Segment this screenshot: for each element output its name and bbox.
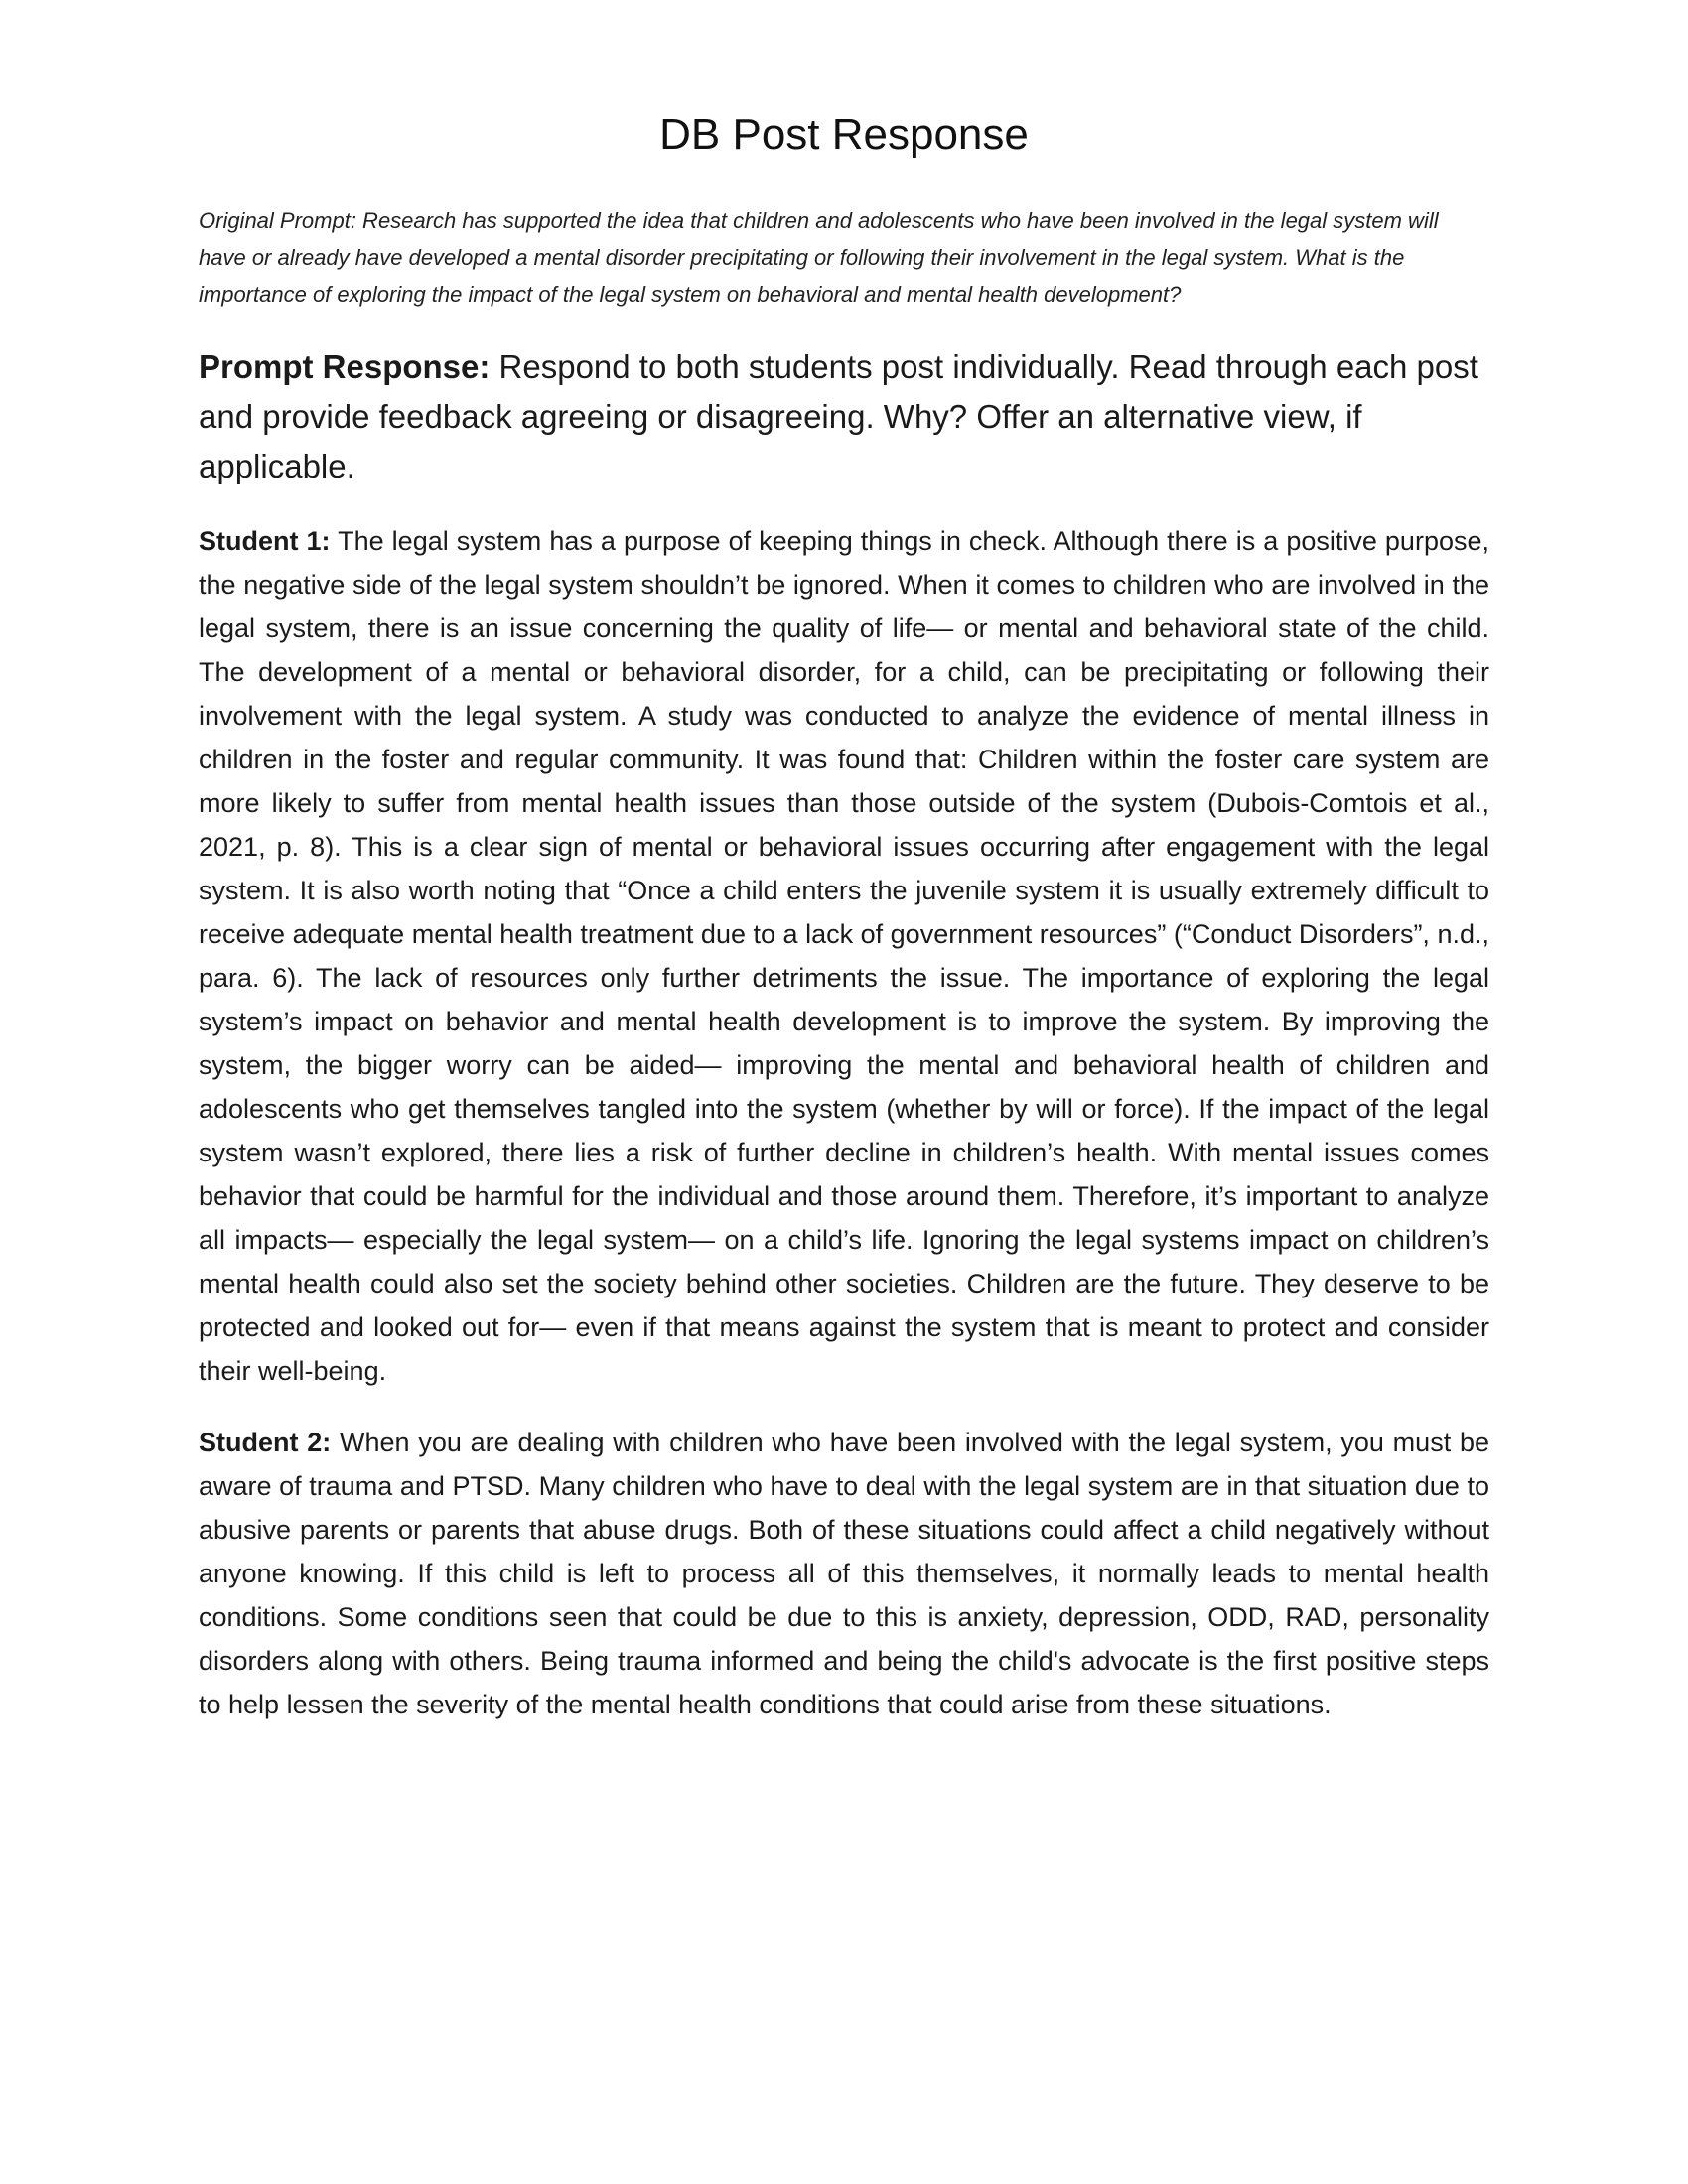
prompt-response <box>199 342 1489 491</box>
student-2-label: Student 2: <box>199 1428 332 1457</box>
student-1-label: Student 1: <box>199 526 331 556</box>
prompt-response-text: Respond to both students post individually. Read through each post and provide feedback agreeing or disagreeing. Why? Offer an alternative view, if applicable. <box>199 348 1478 484</box>
document-page <box>199 0 1489 1726</box>
student-2-text: When you are dealing with children who have been involved with the legal system, you must be aware of trauma and PTSD. Many children who have to deal with the legal system are in that situation due to abusive parents or parents that abuse drugs. Both of these situations could affect a child negatively without anyone knowing. If this child is left to process all of this themselves, it normally leads to mental health conditions. Some conditions seen that could be due to this is anxiety, depression, ODD, RAD, personality disorders along with others. Being trauma informed and being the child's advocate is the first positive steps to help lessen the severity of the mental health conditions that could arise from these situations. <box>199 1428 1489 1719</box>
student-2-post <box>199 1421 1489 1726</box>
document-title: DB Post Response <box>659 110 1029 159</box>
student-1-text: The legal system has a purpose of keeping things in check. Although there is a positive purpose, the negative side of the legal system shouldn’t be ignored. When it comes to children who are involved in the legal system, there is an issue concerning the quality of life— or mental and behavioral state of the child. The development of a mental or behavioral disorder, for a child, can be precipitating or following their involvement with the legal system. A study was conducted to analyze the evidence of mental illness in children in the foster and regular community. It was found that: Children within the foster care system are more likely to suffer from mental health issues than those outside of the system (Dubois-Comtois et al., 2021, p. 8). This is a clear sign of mental or behavioral issues occurring after engagement with the legal system. It is also worth noting that “Once a child enters the juvenile system it is usually extremely difficult to receive adequate mental health treatment due to a lack of government resources” (“Conduct Disorders”, n.d., para. 6). The lack of resources only further detriments the issue. The importance of exploring the legal system’s impact on behavior and mental health development is to improve the system. By improving the system, the bigger worry can be aided— improving the mental and behavioral health of children and adolescents who get themselves tangled into the system (whether by will or force). If the impact of the legal system wasn’t explored, there lies a risk of further decline in children’s health. With mental issues comes behavior that could be harmful for the individual and those around them. Therefore, it’s important to analyze all impacts— especially the legal system— on a child’s life. Ignoring the legal systems impact on children’s mental health could also set the society behind other societies. Children are the future. They deserve to be protected and looked out for— even if that means against the system that is meant to protect and consider their well-being. <box>199 526 1489 1386</box>
prompt-response-label: Prompt Response: <box>199 348 491 385</box>
student-1-post <box>199 519 1489 1393</box>
original-prompt: Original Prompt: Research has supported the idea that children and adolescents who have been involved in the legal system will have or already have developed a mental disorder precipitating or following their involvement in the legal system. What is the importance of exploring the impact of the legal system on behavioral and mental health development? <box>199 208 1439 307</box>
